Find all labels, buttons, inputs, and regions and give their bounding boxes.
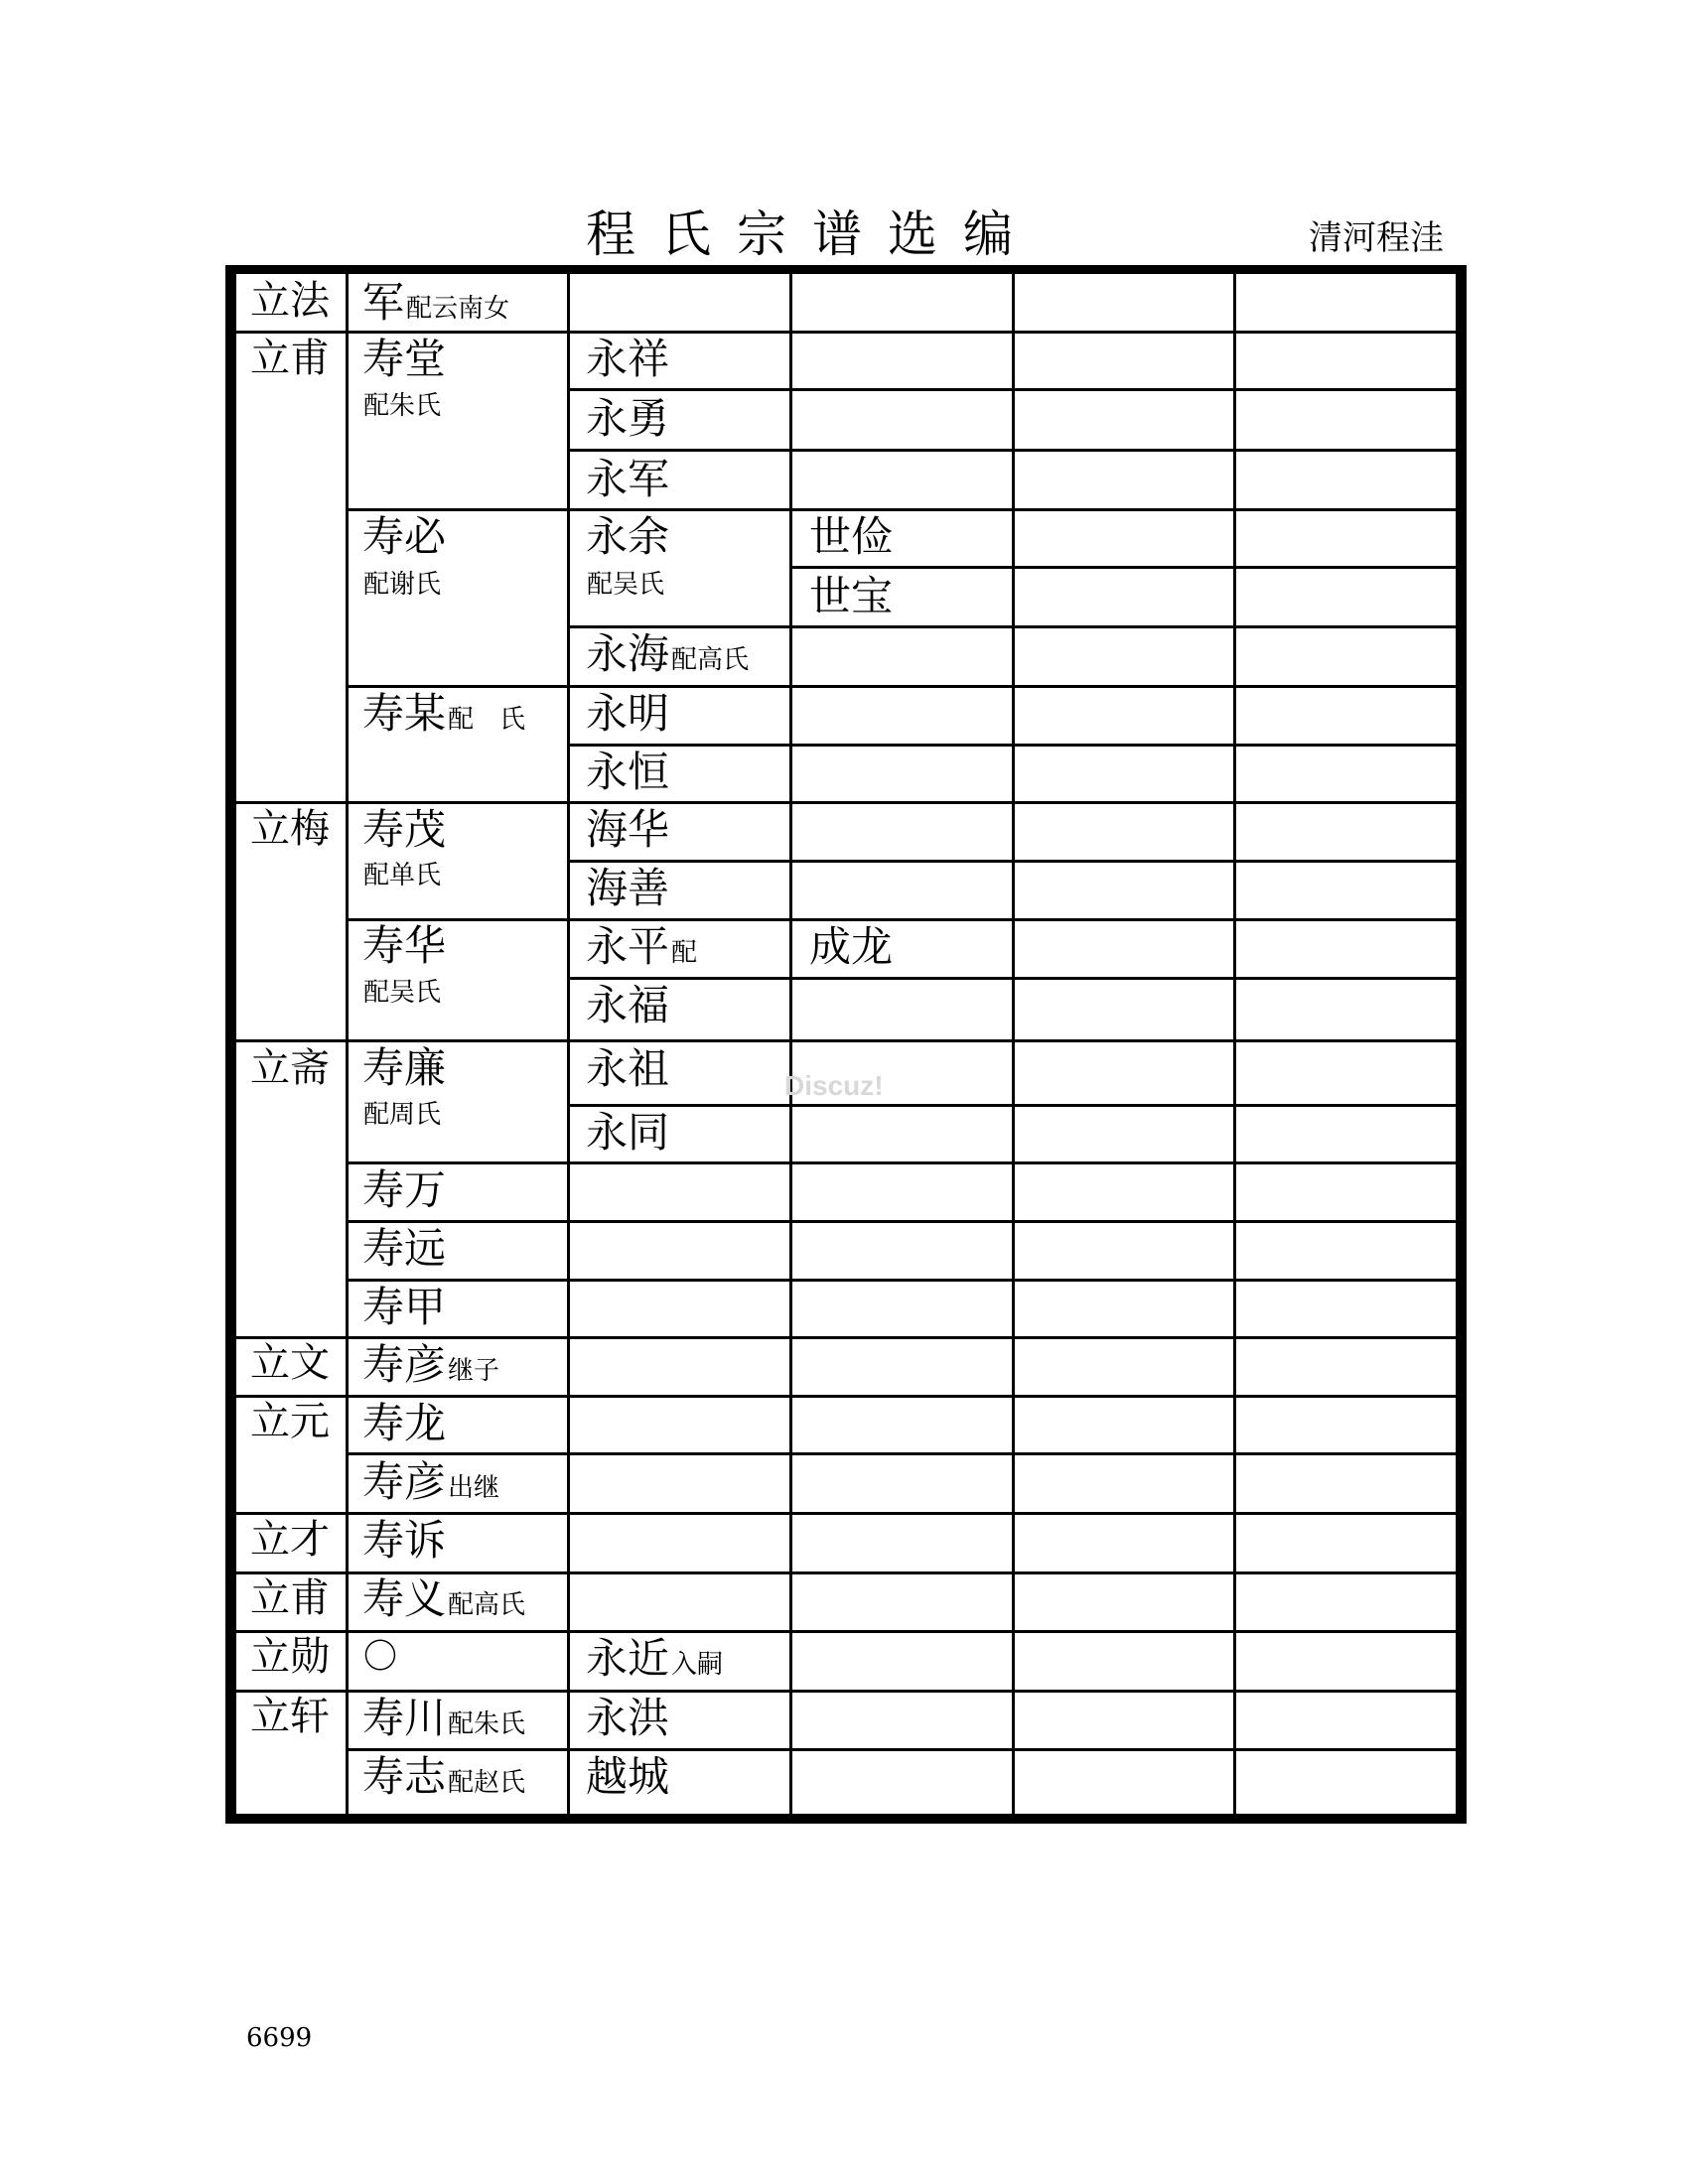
gen1-name: 立元: [250, 1399, 330, 1444]
gen3-name: 永同: [586, 1108, 670, 1157]
status-note: 继子: [448, 1356, 500, 1386]
gen2-name: 寿茂: [362, 805, 447, 854]
gen2-name: 寿某: [362, 689, 447, 738]
row-divider: [236, 1690, 1456, 1693]
gen2-name: 寿万: [362, 1165, 447, 1214]
gen1-name: 立轩: [250, 1694, 330, 1739]
gen3-name: 永福: [586, 981, 670, 1029]
gen2-entry: [362, 1574, 526, 1623]
column-divider: [567, 274, 570, 1814]
gen1-name: 立勋: [250, 1634, 330, 1680]
row-divider: [569, 1104, 1456, 1107]
row-divider: [236, 1512, 1456, 1515]
row-divider: [569, 388, 1456, 391]
spouse-note: 配: [671, 938, 698, 968]
row-divider: [236, 1039, 1456, 1042]
gen1-name: 立法: [250, 278, 330, 324]
spouse-note: 配朱氏: [448, 1709, 526, 1739]
gen2-name: 寿川: [362, 1694, 447, 1742]
row-divider: [236, 801, 1456, 804]
gen3-name: 永军: [586, 455, 670, 503]
row-divider: [348, 1279, 1456, 1282]
row-divider: [348, 508, 1456, 511]
column-divider: [346, 274, 349, 1814]
status-note: 出继: [448, 1473, 500, 1503]
gen2-name: 寿彦: [362, 1340, 447, 1389]
row-divider: [569, 449, 1456, 452]
row-divider: [236, 1336, 1456, 1339]
gen4-name: 世俭: [809, 512, 894, 561]
row-divider: [569, 860, 1456, 863]
gen2-name: 寿龙: [362, 1399, 447, 1447]
gen1-name: 立甫: [250, 1575, 330, 1621]
gen2-name: 寿堂: [362, 335, 447, 383]
spouse-note: 配高氏: [448, 1590, 526, 1620]
spouse-note: 配周氏: [363, 1100, 442, 1130]
row-divider: [236, 1630, 1456, 1633]
gen2-name: 寿必: [362, 512, 447, 561]
gen3-name: 永海: [586, 629, 670, 678]
gen3-name: 永近: [586, 1634, 670, 1683]
gen1-name: 立甫: [250, 336, 330, 381]
gen3-name: 永恒: [586, 748, 670, 796]
spouse-note: 配吴氏: [587, 570, 665, 600]
gen2-entry: [362, 1752, 526, 1801]
row-divider: [569, 625, 1456, 628]
gen3-name: 海华: [586, 805, 670, 854]
column-divider: [789, 274, 792, 1814]
gen3-name: 永勇: [586, 394, 670, 443]
gen2-name: 寿廉: [362, 1043, 447, 1092]
page-title: 程氏宗谱选编: [586, 205, 1039, 263]
gen3-entry: [586, 629, 750, 678]
gen3-name: 永平: [586, 922, 670, 971]
gen2-name: 寿彦: [362, 1457, 447, 1506]
spouse-note: 配单氏: [363, 861, 442, 890]
gen3-name: 永明: [586, 689, 670, 738]
gen2-entry: [362, 1340, 500, 1389]
gen2-entry: [362, 278, 510, 327]
gen3-entry: [586, 922, 698, 971]
gen2-entry: [362, 689, 526, 738]
row-divider: [348, 918, 1456, 921]
spouse-note: 配赵氏: [448, 1768, 526, 1798]
row-divider: [348, 1452, 1456, 1455]
row-divider: [569, 744, 1456, 747]
status-note: 入嗣: [671, 1650, 724, 1680]
watermark: Discuz!: [784, 1070, 884, 1101]
gen2-entry: [362, 1457, 500, 1506]
spouse-note: 配谢氏: [363, 570, 442, 600]
gen3-name: 永洪: [586, 1694, 670, 1742]
gen1-name: 立梅: [250, 806, 330, 852]
gen3-name: 永祖: [586, 1044, 670, 1093]
spouse-note: 配吴氏: [363, 978, 442, 1008]
gen3-name: 永余: [586, 512, 670, 561]
gen2-name: 军: [362, 278, 405, 327]
row-divider: [348, 685, 1456, 688]
page-subtitle: 清河程洼: [1309, 218, 1444, 258]
gen2-name: 寿远: [362, 1224, 447, 1273]
gen2-name: 寿华: [362, 921, 447, 970]
column-divider: [1012, 274, 1015, 1814]
spouse-note: 配云南女: [406, 294, 510, 324]
gen2-name: 寿义: [362, 1574, 447, 1623]
gen1-name: 立才: [250, 1517, 330, 1563]
gen2-name: 寿甲: [362, 1283, 447, 1331]
unknown-name-circle: 〇: [363, 1637, 397, 1677]
row-divider: [236, 331, 1456, 334]
gen3-name: 越城: [586, 1752, 670, 1801]
spouse-note: 配朱氏: [363, 391, 442, 421]
spouse-note: 配 氏: [448, 705, 526, 735]
page-number: 6699: [246, 2023, 313, 2053]
gen2-name: 寿志: [362, 1752, 447, 1801]
gen2-name: 寿诉: [362, 1516, 447, 1565]
gen4-name: 成龙: [809, 922, 894, 971]
row-divider: [348, 1161, 1456, 1164]
gen2-entry: [362, 1694, 526, 1742]
gen1-name: 立斋: [250, 1045, 330, 1091]
gen1-name: 立文: [250, 1340, 330, 1386]
gen3-entry: [586, 1634, 724, 1683]
row-divider: [236, 1395, 1456, 1398]
row-divider: [569, 977, 1456, 980]
row-divider: [791, 566, 1456, 569]
column-divider: [1233, 274, 1236, 1814]
gen4-name: 世宝: [809, 572, 894, 620]
gen3-name: 永祥: [586, 335, 670, 383]
gen3-name: 海善: [586, 864, 670, 912]
row-divider: [348, 1220, 1456, 1223]
row-divider: [348, 1748, 1456, 1751]
spouse-note: 配高氏: [671, 645, 750, 675]
